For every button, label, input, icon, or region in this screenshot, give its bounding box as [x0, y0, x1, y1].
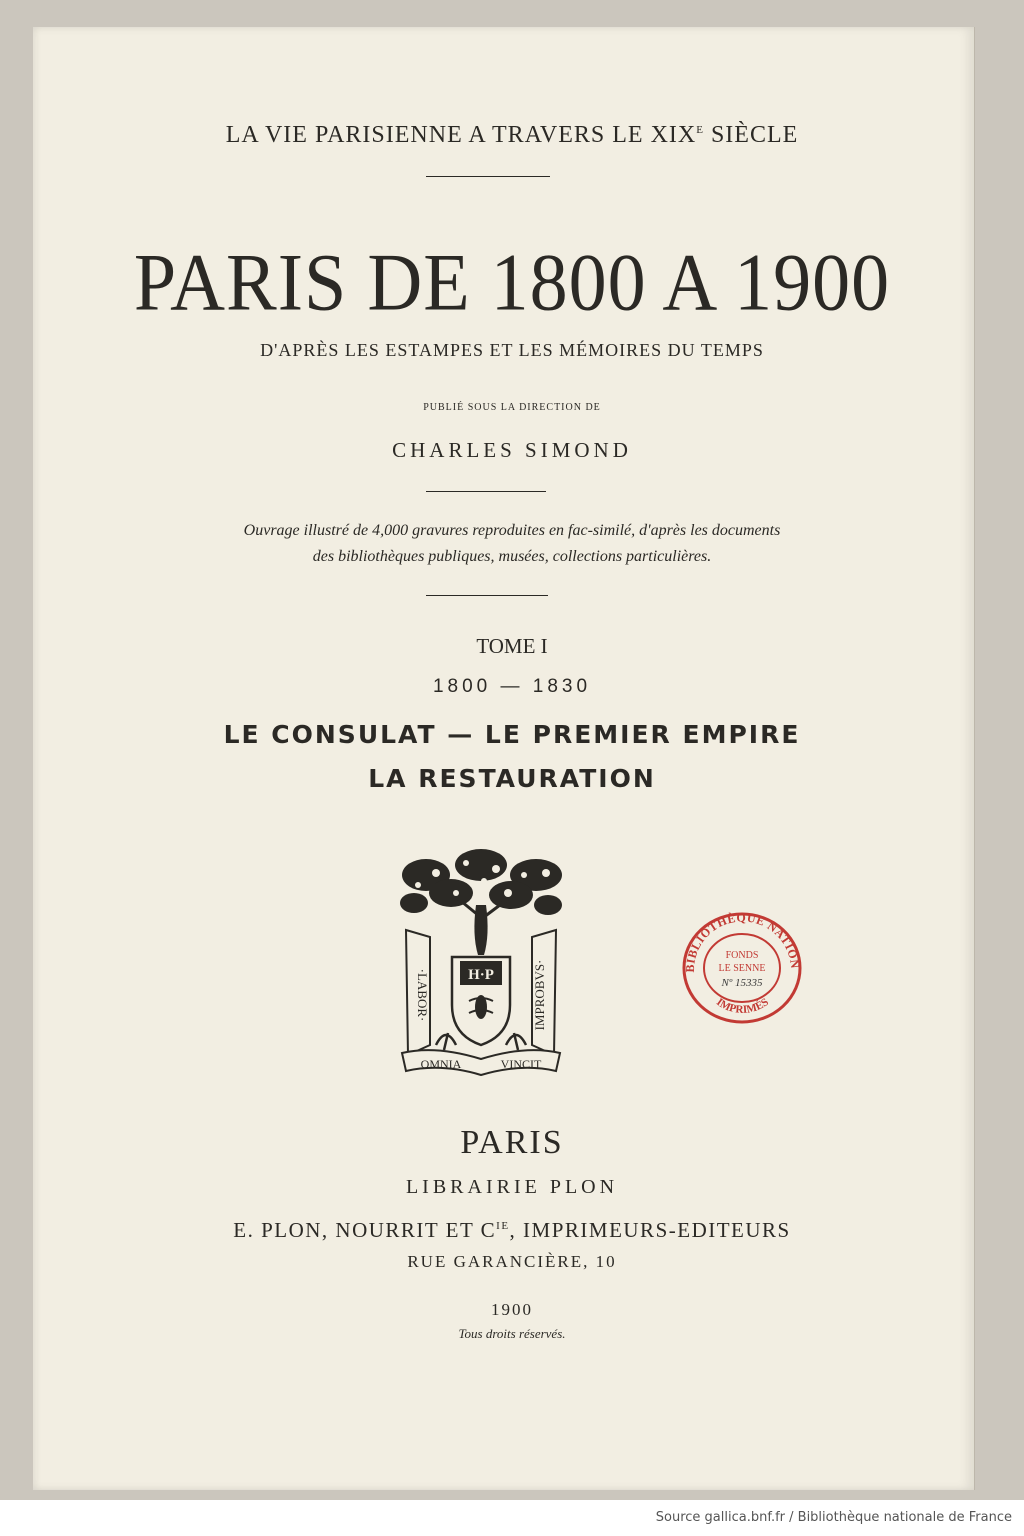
volume-label: TOME I [476, 634, 548, 658]
period-line-1: LE CONSULAT — LE PREMIER EMPIRE [223, 720, 801, 749]
divider-rule [426, 595, 548, 596]
svg-text:IMPRIMÉS [714, 996, 771, 1016]
main-title: PARIS DE 1800 A 1900 [133, 237, 891, 328]
description-line-2: des bibliothèques publiques, musées, collections particulières. [312, 548, 712, 565]
motto-right: IMPROBVS· [532, 959, 547, 1031]
imprint-rights: Tous droits réservés. [458, 1326, 566, 1341]
divider-rule [426, 491, 546, 492]
subtitle: D'APRÈS LES ESTAMPES ET LES MÉMOIRES DU TEMPS [260, 340, 764, 360]
published-under-label: PUBLIÉ SOUS LA DIRECTION DE [423, 402, 601, 413]
printers-mark-emblem [396, 845, 566, 1077]
motto-left: ·LABOR· [415, 968, 430, 1022]
imprint-city: PARIS [460, 1124, 564, 1161]
motto-bottom-left: OMNIA [420, 1057, 462, 1071]
divider-rule [426, 176, 550, 177]
imprint-publisher: LIBRAIRIE PLON [405, 1176, 619, 1198]
emblem-monogram: H·P [468, 967, 494, 983]
series-title: LA VIE PARISIENNE A TRAVERS LE $XIX^E$ SIÈCLE [225, 122, 799, 148]
library-stamp [680, 910, 805, 1025]
stamp-bottom-text: IMPRIMÉS [714, 996, 771, 1017]
stamp-outer-text: BIBLIOTHÈQUE NATION [682, 910, 803, 973]
volume-years: 1800 — 1830 [432, 676, 592, 697]
period-line-2: LA RESTAURATION [368, 764, 656, 793]
description-line-1: Ouvrage illustré de 4,000 gravures reproduites en fac-similé, d'après les documents [243, 522, 781, 539]
source-footer: Source gallica.bnf.fr / Bibliothèque nationale de France [655, 1510, 1012, 1525]
stamp-inner-line-1: FONDS [725, 950, 759, 961]
editor-name: CHARLES SIMOND [392, 438, 632, 462]
stamp-inner-line-2: LE SENNE [718, 963, 766, 974]
motto-bottom-right: VINCIT [500, 1057, 542, 1071]
stamp-inner-line-3: Nº 15335 [721, 977, 763, 989]
imprint-printers: E. PLON, NOURRIT ET $C^{IE}$, IMPRIMEURS-EDITEURS [233, 1218, 791, 1242]
imprint-street: RUE GARANCIÈRE, 10 [407, 1252, 617, 1271]
imprint-year: 1900 [491, 1300, 533, 1319]
